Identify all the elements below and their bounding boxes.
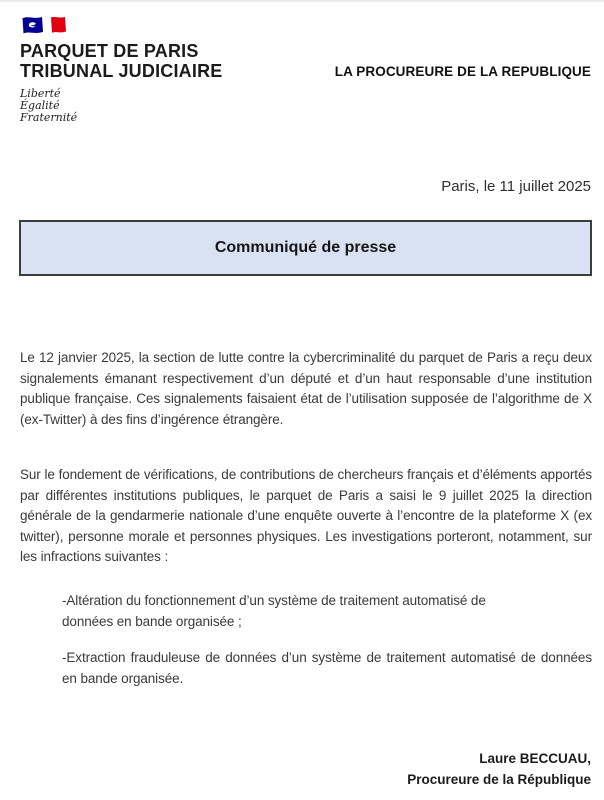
org-name-line1: PARQUET DE PARIS xyxy=(20,41,199,61)
body-paragraph-1: Le 12 janvier 2025, la section de lutte contre la cybercriminalité du parquet de Paris a reçu deux signalements émanant respectivement d’un député et d’un haut responsable d’une institution publique française. Ces signalements faisaient état de l’utilisation supposée de l’algorithme de X (ex-Twitter) à des fins d’ingérence étrangère. xyxy=(20,350,592,427)
signature-block xyxy=(407,748,591,790)
motto-egalite: Égalité xyxy=(20,99,60,112)
flag-red-shape xyxy=(51,17,66,33)
french-flag-marianne-icon xyxy=(21,15,67,36)
motto-liberte: Liberté xyxy=(20,87,61,100)
motto-fraternite: Fraternité xyxy=(20,111,78,124)
motto-block xyxy=(20,88,222,124)
press-release-banner xyxy=(19,220,592,276)
office-title: LA PROCUREURE DE LA REPUBLIQUE xyxy=(334,64,591,79)
signature-name: Laure BECCUAU, xyxy=(479,751,591,766)
infraction-item-1: -Altération du fonctionnement d’un système de traitement automatisé de données en bande organisée ; xyxy=(62,593,486,629)
infraction-item-2: -Extraction frauduleuse de données d’un système de traitement automatisé de données en bande organisée. xyxy=(62,650,592,686)
org-name-line2: TRIBUNAL JUDICIAIRE xyxy=(20,61,223,81)
signature-role: Procureure de la République xyxy=(407,772,591,787)
header-brand-block xyxy=(20,15,222,124)
press-release-banner-label: Communiqué de presse xyxy=(214,239,397,256)
body-paragraph-2: Sur le fondement de vérifications, de contributions de chercheurs français et d’éléments apportés par différentes institutions publiques, le parquet de Paris a saisi le 9 juillet 2025 la direction générale de la gendarmerie nationale d’une enquête ouverte à l’encontre de la plateforme X (ex twitter), personne morale et personnes physiques. Les investigations porteront, notamment, sur les infractions suivantes : xyxy=(20,467,592,564)
dateline: Paris, le 11 juillet 2025 xyxy=(441,178,591,195)
